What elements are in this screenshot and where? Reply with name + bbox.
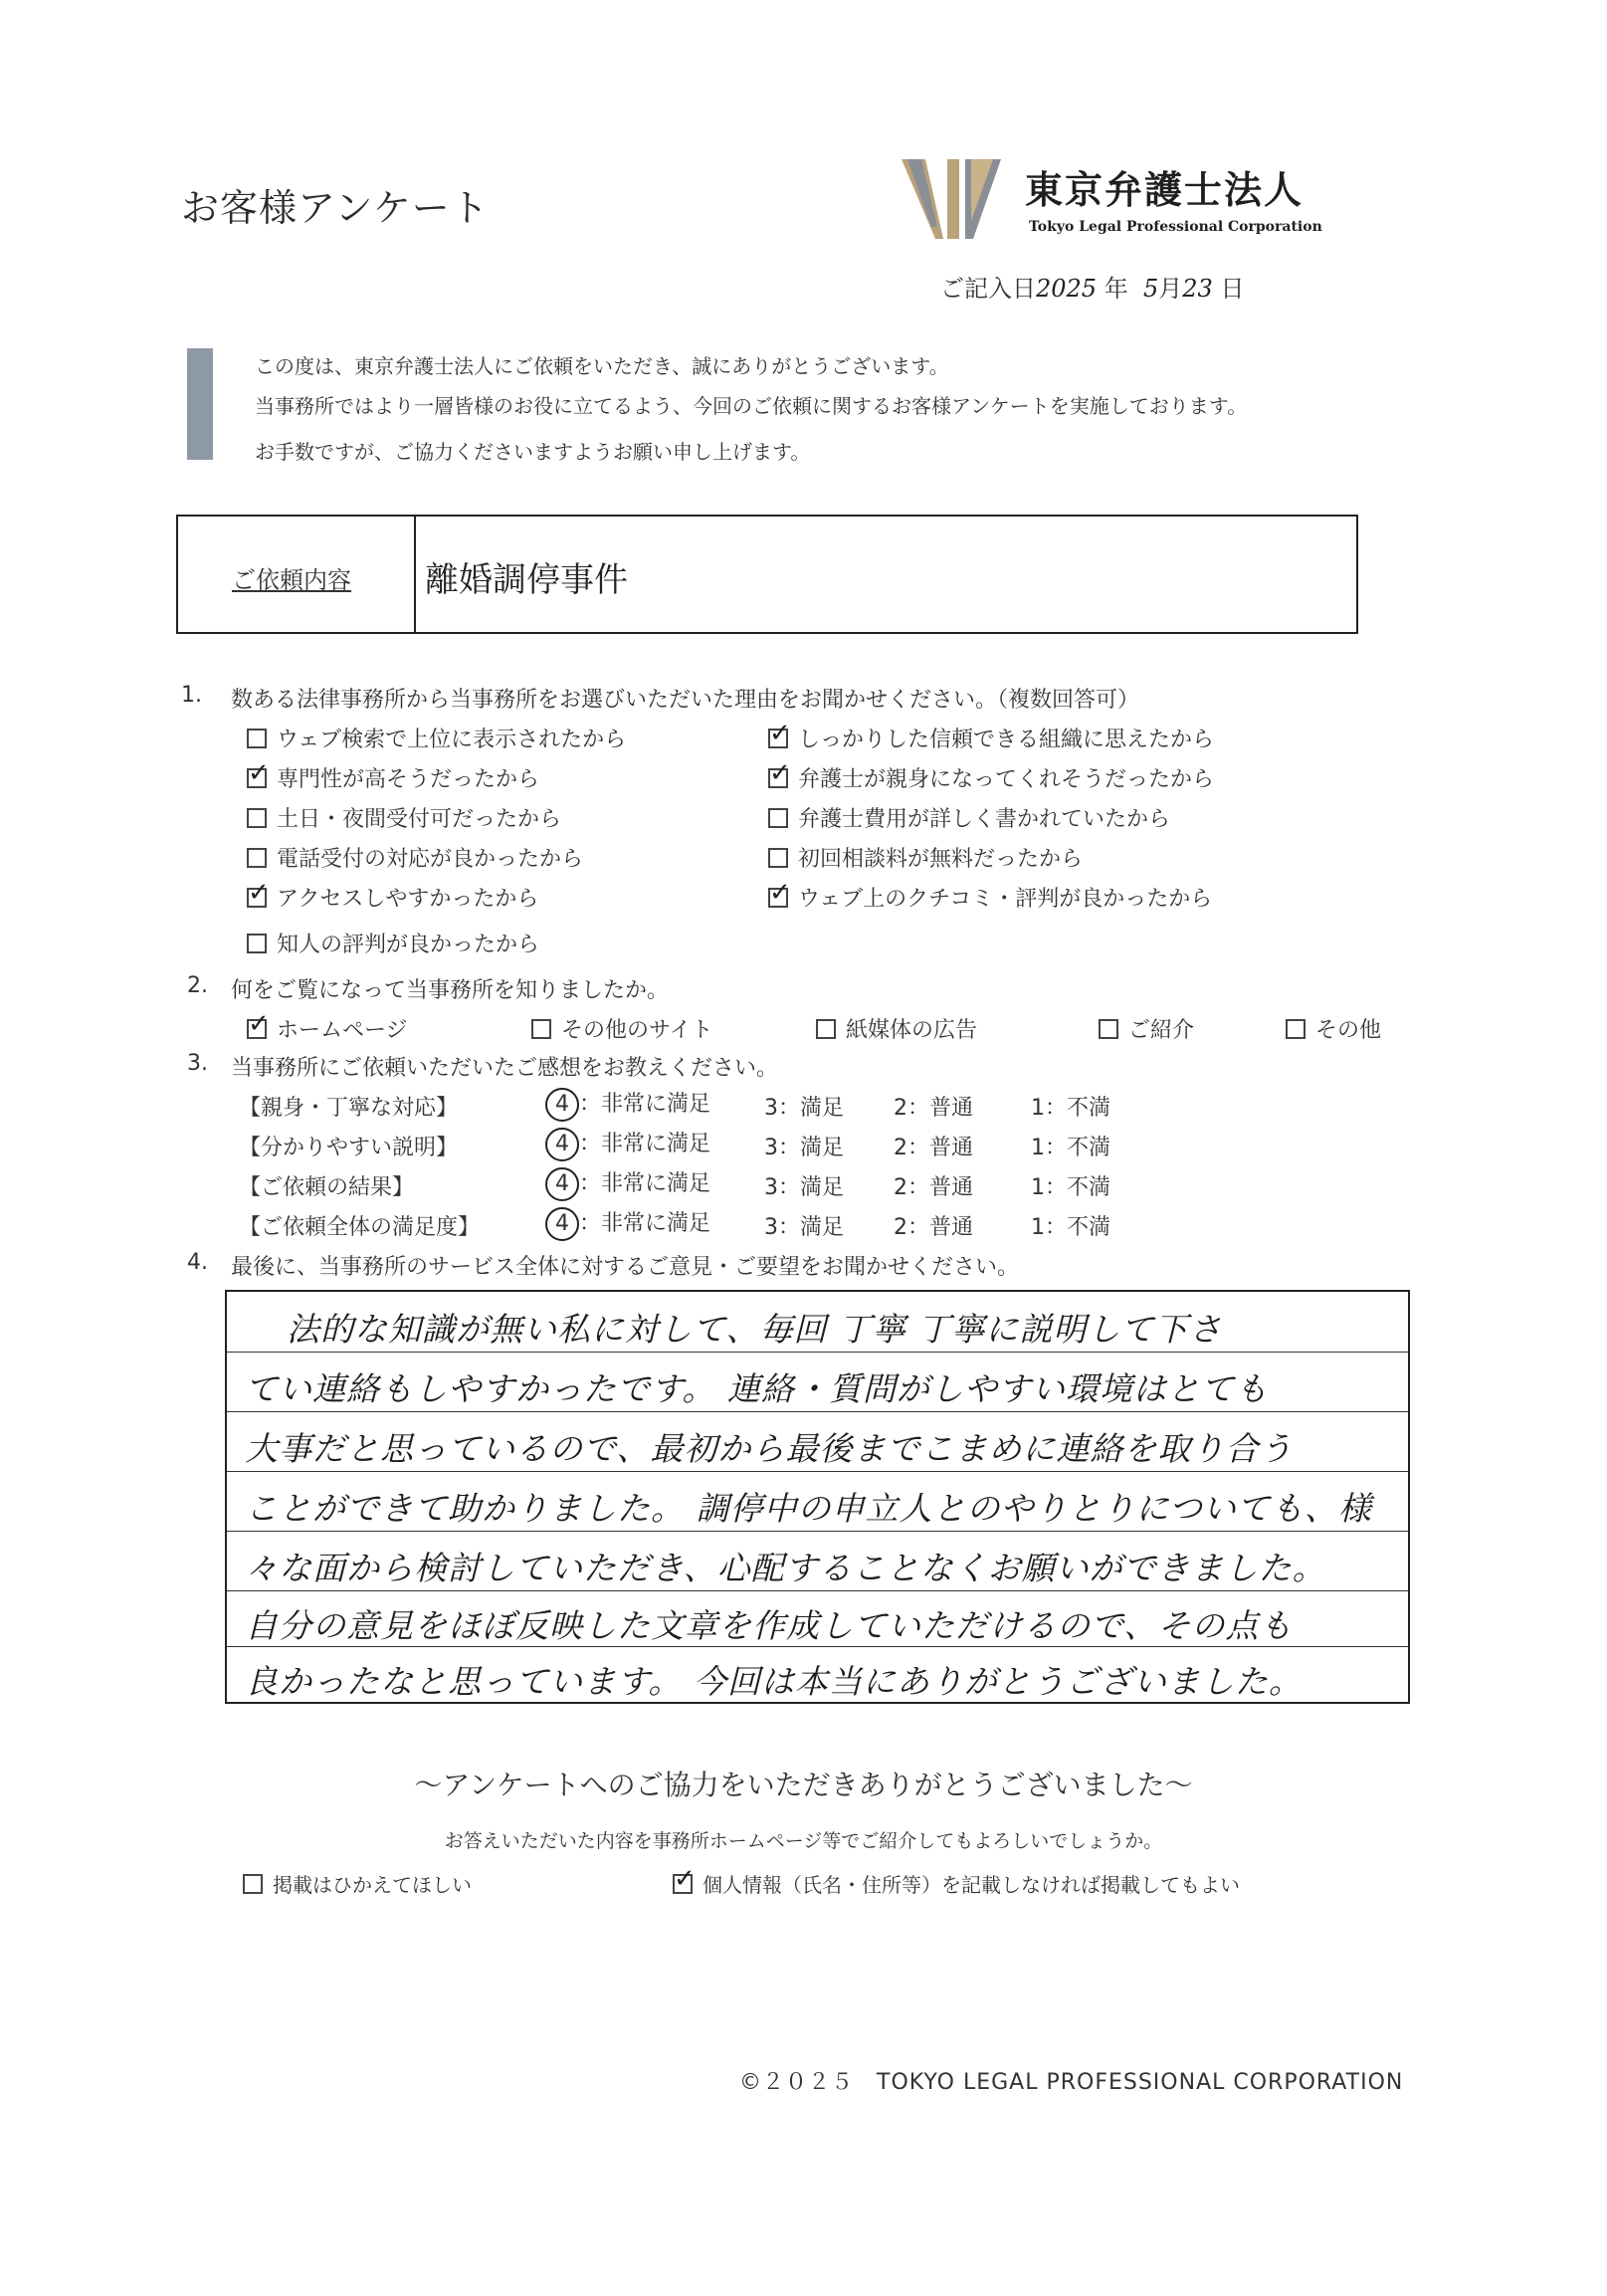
checkbox-checked[interactable] (673, 1874, 693, 1894)
checkbox-checked[interactable] (768, 729, 788, 748)
q1-option[interactable]: ✓アクセスしやすかったから (247, 882, 538, 913)
checkbox[interactable] (1286, 1019, 1306, 1039)
rating-2[interactable]: 2：普通 (894, 1215, 973, 1240)
request-table (176, 515, 1358, 634)
q1-option[interactable]: ✓ しっかりした信頼できる組織に思えたから (768, 723, 1214, 753)
checkbox-checked[interactable] (247, 768, 267, 788)
checkbox-checked[interactable] (768, 888, 788, 908)
q3-row-label: 【親身・丁寧な対応】 (239, 1096, 459, 1121)
q2-option[interactable]: ご紹介 (1099, 1013, 1194, 1044)
rating-1[interactable]: 1：不満 (1031, 1136, 1110, 1160)
q1-number: 1. (181, 683, 202, 708)
consent-question: お答えいただいた内容を事務所ホームページ等でご紹介してもよろしいでしょうか。 (444, 1830, 1163, 1852)
rating-3[interactable]: 3：満足 (764, 1175, 844, 1200)
rating-1[interactable]: 1：不満 (1031, 1175, 1110, 1200)
rating-3[interactable]: 3：満足 (764, 1096, 844, 1121)
ruled-line (227, 1590, 1408, 1591)
q4-number: 4. (187, 1250, 208, 1275)
q1-option[interactable]: 土日・夜間受付可だったから (247, 802, 561, 833)
request-label: ご依頼内容 (232, 566, 351, 594)
q2-option[interactable]: その他 (1286, 1013, 1381, 1044)
checkbox[interactable] (247, 934, 267, 953)
consent-option[interactable]: 掲載はひかえてほしい (243, 1869, 472, 1898)
checkbox[interactable] (816, 1019, 836, 1039)
q1-option[interactable]: ウェブ検索で上位に表示されたから (247, 723, 626, 753)
consent-option[interactable]: ✓ 個人情報（氏名・住所等）を記載しなければ掲載してもよい (673, 1869, 1240, 1898)
month-unit: 月 (1158, 275, 1183, 303)
ruled-line (227, 1531, 1408, 1532)
day-unit: 日 (1220, 275, 1245, 303)
rating-3[interactable]: 3：満足 (764, 1136, 844, 1160)
firm-logo (902, 155, 1011, 243)
rating-4-selected[interactable]: 4 ：非常に満足 (553, 1166, 710, 1201)
ruled-line (227, 1352, 1408, 1353)
checkbox-checked[interactable] (247, 1019, 267, 1039)
checkbox[interactable] (247, 848, 267, 868)
date-month: 5 (1142, 275, 1159, 303)
entry-date (940, 269, 1244, 304)
date-year: 2025 (1036, 275, 1098, 303)
request-divider (414, 517, 416, 632)
rating-4-selected[interactable]: 4 ：非常に満足 (553, 1087, 710, 1122)
q1-text: 数ある法律事務所から当事務所をお選びいただいた理由をお聞かせください。（複数回答可） (231, 688, 1140, 713)
comment-line: ことができて助かりました。 調停中の申立人とのやりとりについても、様 (245, 1489, 1372, 1528)
q1-option[interactable]: 初回相談料が無料だったから (768, 842, 1083, 873)
ruled-line (227, 1471, 1408, 1472)
rating-2[interactable]: 2：普通 (894, 1136, 973, 1160)
intro-line-1: この度は、東京弁護士法人にご依頼をいただき、誠にありがとうございます。 (255, 354, 949, 378)
checkbox[interactable] (768, 808, 788, 828)
intro-line-2: 当事務所ではより一層皆様のお役に立てるよう、今回のご依頼に関するお客様アンケートを実施しております。 (255, 394, 1248, 418)
q1-option[interactable]: 知人の評判が良かったから (247, 928, 539, 958)
date-label: ご記入日 (940, 275, 1036, 303)
q1-option[interactable]: ✓ ウェブ上のクチコミ・評判が良かったから (768, 882, 1212, 913)
comment-line: 法的な知識が無い私に対して、毎回 丁寧 丁寧に説明して下さ (287, 1310, 1223, 1349)
comment-line: 々な面から検討していただき、心配することなくお願いができました。 (245, 1549, 1326, 1587)
brand-english-name: Tokyo Legal Professional Corporation (1029, 219, 1322, 235)
comment-line: 良かったなと思っています。 今回は本当にありがとうございました。 (245, 1662, 1303, 1701)
rating-2[interactable]: 2：普通 (894, 1096, 973, 1121)
intro-accent-bar (187, 348, 213, 460)
q2-text: 何をご覧になって当事務所を知りましたか。 (231, 978, 670, 1003)
checkbox[interactable] (247, 729, 267, 748)
q2-number: 2. (187, 973, 208, 998)
thanks-message: 〜アンケートへのご協力をいただきありがとうございました〜 (414, 1769, 1193, 1801)
comment-line: 大事だと思っているので、最初から最後までこまめに連絡を取り合う (245, 1429, 1294, 1468)
checkbox[interactable] (1099, 1019, 1118, 1039)
q1-option[interactable]: 弁護士費用が詳しく書かれていたから (768, 802, 1170, 833)
q1-option[interactable]: ✓ 弁護士が親身になってくれそうだったから (768, 762, 1214, 793)
q4-text: 最後に、当事務所のサービス全体に対するご意見・ご要望をお聞かせください。 (231, 1255, 1020, 1280)
checkbox[interactable] (531, 1019, 551, 1039)
rating-4-selected[interactable]: 4 ：非常に満足 (553, 1127, 710, 1161)
q2-option[interactable]: ✓ホームページ (247, 1013, 408, 1044)
copyright: ©２０２５ TOKYO LEGAL PROFESSIONAL CORPORATION (739, 2070, 1404, 2095)
rating-1[interactable]: 1：不満 (1031, 1215, 1110, 1240)
q3-text: 当事務所にご依頼いただいたご感想をお教えください。 (231, 1056, 779, 1081)
rating-1[interactable]: 1：不満 (1031, 1096, 1110, 1121)
page-title: お客様アンケート (181, 186, 490, 230)
q3-row-label: 【分かりやすい説明】 (239, 1136, 459, 1160)
request-value: 離婚調停事件 (425, 560, 628, 600)
q2-option[interactable]: 紙媒体の広告 (816, 1013, 977, 1044)
year-unit: 年 (1104, 275, 1128, 303)
checkbox[interactable] (243, 1874, 263, 1894)
q3-row-label: 【ご依頼全体の満足度】 (239, 1215, 481, 1240)
q3-number: 3. (187, 1051, 208, 1076)
comment-line: てい連絡もしやすかったです。 連絡・質問がしやすい環境はとても (245, 1369, 1269, 1408)
checkbox[interactable] (768, 848, 788, 868)
comment-line: 自分の意見をほぼ反映した文章を作成していただけるので、その点も (245, 1606, 1294, 1645)
ruled-line (227, 1411, 1408, 1412)
intro-line-3: お手数ですが、ご協力くださいますようお願い申し上げます。 (255, 440, 811, 464)
checkbox[interactable] (247, 808, 267, 828)
rating-4-selected[interactable]: 4 ：非常に満足 (553, 1206, 710, 1241)
q1-option[interactable]: 電話受付の対応が良かったから (247, 842, 583, 873)
checkbox-checked[interactable] (768, 768, 788, 788)
rating-2[interactable]: 2：普通 (894, 1175, 973, 1200)
date-day: 23 (1182, 275, 1213, 303)
comment-box[interactable] (225, 1290, 1410, 1704)
rating-3[interactable]: 3：満足 (764, 1215, 844, 1240)
q3-row-label: 【ご依頼の結果】 (239, 1175, 415, 1200)
q2-option[interactable]: その他のサイト (531, 1013, 712, 1044)
q1-option[interactable]: ✓専門性が高そうだったから (247, 762, 539, 793)
brand-name: 東京弁護士法人 (1025, 168, 1305, 212)
checkbox-checked[interactable] (247, 888, 267, 908)
